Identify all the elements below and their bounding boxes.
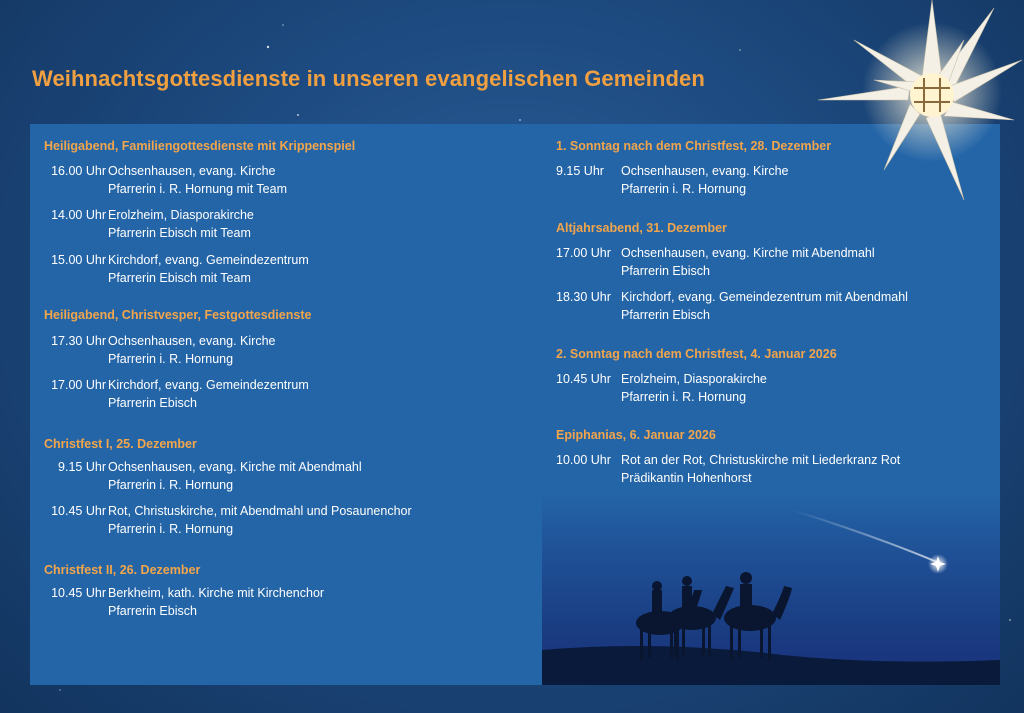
- service-pastor: Pfarrerin Ebisch: [621, 308, 710, 322]
- service-location: Ochsenhausen, evang. Kirche mit Abendmahl: [621, 246, 875, 260]
- section-heading: Christfest I, 25. Dezember: [44, 437, 197, 451]
- service-time: 15.00 Uhr: [51, 253, 106, 267]
- service-pastor: Pfarrerin Ebisch mit Team: [108, 271, 251, 285]
- page-title: Weihnachtsgottesdienste in unseren evangelischen Gemeinden: [32, 66, 705, 91]
- service-pastor: Pfarrerin i. R. Hornung: [108, 352, 234, 366]
- section-heading: 2. Sonntag nach dem Christfest, 4. Januar 2026: [556, 347, 837, 361]
- service-time: 10.45 Uhr: [51, 504, 106, 518]
- service-pastor: Pfarrerin i. R. Hornung: [108, 478, 234, 492]
- service-location: Rot, Christuskirche, mit Abendmahl und Posaunenchor: [108, 504, 412, 518]
- service-pastor: Pfarrerin Ebisch: [108, 604, 197, 618]
- service-entry: [44, 162, 287, 198]
- service-pastor: Pfarrerin i. R. Hornung: [621, 390, 747, 404]
- service-pastor: Pfarrerin i. R. Hornung: [621, 182, 747, 196]
- service-entry: [44, 458, 362, 494]
- service-entry: [44, 584, 324, 620]
- section-heading: Christfest II, 26. Dezember: [44, 563, 201, 577]
- service-entry: [556, 244, 875, 280]
- service-location: Ochsenhausen, evang. Kirche: [621, 164, 789, 178]
- service-location: Ochsenhausen, evang. Kirche: [108, 334, 276, 348]
- service-entry: [44, 251, 309, 287]
- service-location: Rot an der Rot, Christuskirche mit Liederkranz Rot: [621, 453, 901, 467]
- service-time: 9.15 Uhr: [58, 460, 106, 474]
- service-location: Kirchdorf, evang. Gemeindezentrum: [108, 253, 309, 267]
- service-pastor: Pfarrerin i. R. Hornung: [108, 522, 234, 536]
- section-heading: Epiphanias, 6. Januar 2026: [556, 428, 716, 442]
- service-location: Erolzheim, Diasporakirche: [108, 208, 254, 222]
- service-entry: [556, 370, 767, 406]
- service-location: Kirchdorf, evang. Gemeindezentrum: [108, 378, 309, 392]
- section-heading: Altjahrsabend, 31. Dezember: [556, 221, 727, 235]
- service-time: 17.00 Uhr: [51, 378, 106, 392]
- service-location: Ochsenhausen, evang. Kirche mit Abendmahl: [108, 460, 362, 474]
- service-time: 9.15 Uhr: [556, 164, 604, 178]
- service-time: 17.00 Uhr: [556, 246, 611, 260]
- service-time: 18.30 Uhr: [556, 290, 611, 304]
- service-location: Berkheim, kath. Kirche mit Kirchenchor: [108, 586, 325, 600]
- section-heading: 1. Sonntag nach dem Christfest, 28. Dezember: [556, 139, 832, 153]
- service-entry: [44, 502, 412, 538]
- service-entry: [44, 206, 254, 242]
- service-time: 10.45 Uhr: [51, 586, 106, 600]
- three-kings-illustration: [542, 490, 1000, 685]
- herrnhut-star-icon: [814, 0, 1024, 215]
- service-pastor: Prädikantin Hohenhorst: [621, 471, 752, 485]
- service-pastor: Pfarrerin i. R. Hornung mit Team: [108, 182, 287, 196]
- service-location: Ochsenhausen, evang. Kirche: [108, 164, 276, 178]
- service-time: 10.45 Uhr: [556, 372, 611, 386]
- section-heading: Heiligabend, Christvesper, Festgottesdienste: [44, 308, 312, 322]
- night-scene: [542, 490, 1000, 685]
- service-time: 16.00 Uhr: [51, 164, 106, 178]
- service-time: 17.30 Uhr: [51, 334, 106, 348]
- service-entry: [556, 288, 908, 324]
- service-entry: [556, 451, 900, 487]
- service-pastor: Pfarrerin Ebisch: [621, 264, 710, 278]
- service-time: 10.00 Uhr: [556, 453, 611, 467]
- service-entry: [556, 162, 788, 198]
- service-entry: [44, 332, 275, 368]
- service-time: 14.00 Uhr: [51, 208, 106, 222]
- service-pastor: Pfarrerin Ebisch mit Team: [108, 226, 251, 240]
- service-entry: [44, 376, 309, 412]
- service-location: Erolzheim, Diasporakirche: [621, 372, 767, 386]
- section-heading: Heiligabend, Familiengottesdienste mit Krippenspiel: [44, 139, 356, 153]
- service-location: Kirchdorf, evang. Gemeindezentrum mit Abendmahl: [621, 290, 908, 304]
- service-pastor: Pfarrerin Ebisch: [108, 396, 197, 410]
